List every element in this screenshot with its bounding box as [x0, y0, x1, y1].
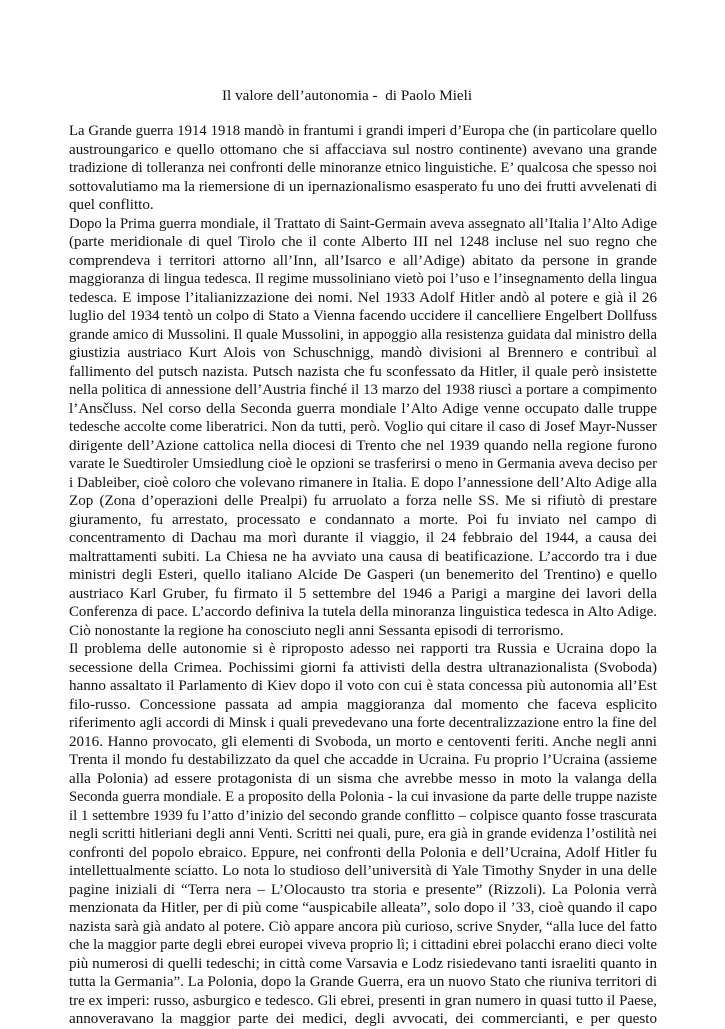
- text-line: riferimento agli accordi di Minsk i quali prevedevano una forte decentralizzazione entro la fine del: [69, 715, 657, 731]
- text-line: comprendeva i territori attorno all’Inn, all’Isarco e all’Adige) abitato da persone in grande: [69, 252, 657, 269]
- text-line: negli scritti hitleriani degli anni Venti. Scritti nei quali, pure, era già in grande evidenza l’ostilità nei: [69, 826, 657, 842]
- text-line: quel conflitto.: [69, 197, 154, 213]
- text-line: alla Polonia) ad essere protagonista di un sisma che avrebbe messo in moto la valanga della: [69, 770, 657, 787]
- text-line: che la maggior parte degli ebrei europei viveva proprio lì; i cittadini ebrei polacchi erano dieci volte: [69, 937, 657, 953]
- text-line: nella politica di annessione dell’Austria finché il 13 marzo del 1938 riuscì a portare a compimento: [69, 382, 657, 398]
- text-line: ministri degli Esteri, quello italiano Alcide De Gasperi (un benemerito del Trentino) e quello: [69, 567, 657, 583]
- text-line: intellettualmente sciatto. Lo nota lo studioso dell’università di Yale Timothy Snyder in una delle: [69, 863, 657, 879]
- text-line: grande amico di Mussolini. Il quale Mussolini, in appoggio alla resistenza guidata dal ministro della: [69, 326, 657, 343]
- text-line: concentramento di Dachau ma morì durante il viaggio, il 24 febbraio del 1944, a causa dei: [69, 530, 657, 546]
- text-line: austriaco Karl Gruber, fu firmato il 5 settembre del 1946 a Parigi a margine dei lavori della: [69, 585, 657, 602]
- text-line: secessione della Crimea. Pochissimi giorni fa attivisti della destra ultranazionalista (Svoboda): [69, 659, 657, 676]
- text-line: varate le Suedtiroler Umsiedlung cioè le opzioni se trasferirsi o meno in Germania aveva deciso per: [69, 456, 657, 472]
- text-line: Zop (Zona d’operazioni delle Prealpi) fu arruolato a forza nelle SS. Me si rifiutò di prestare: [69, 493, 657, 509]
- text-line: 2016. Hanno provocato, gli elementi di Svoboda, un morto e centoventi feriti. Anche negli anni: [69, 733, 657, 750]
- text-line: il 1 settembre 1939 fu l’atto d’inizio del secondo grande conflitto – colpisce quanto fosse trascurata: [69, 807, 657, 824]
- text-line: La Grande guerra 1914 1918 mandò in frantumi i grandi imperi d’Europa che (in particolare quello: [69, 123, 657, 139]
- text-line: tedesca. E impose l’italianizzazione dei nomi. Nel 1933 Adolf Hitler andò al potere e già il 26: [69, 289, 657, 306]
- text-line: menzionata da Hitler, per di più come “auspicabile alleata”, solo dopo il ’33, cioè quando il capo: [69, 900, 657, 916]
- text-line: tre ex imperi: russo, asburgico e tedesco. Gli ebrei, presenti in gran numero in quasi tutto il Paese,: [69, 992, 657, 1009]
- text-line: filo-russo. Concessione passata ad ampia maggioranza dal momento che faceva esplicito: [69, 696, 657, 713]
- text-line: Conferenza di pace. L’accordo definiva la tutela della minoranza linguistica tedesca in Alto Adige.: [69, 604, 657, 620]
- text-line: più numerosi di quelli tedeschi; in città come Varsavia e Lodz risiedevano tanti israeliti quanto in: [69, 955, 657, 972]
- document-title: Il valore dell’autonomia - di Paolo Mieli: [222, 87, 473, 104]
- text-line: confronti del popolo ebraico. Eppure, nei confronti della Polonia e dell’Ucraina, Adolf Hitler fu: [69, 844, 657, 861]
- text-line: Trenta il mondo fu destabilizzato da quel che accadde in Ucraina. Fu proprio l’Ucraina (assieme: [69, 752, 657, 768]
- text-line: giuramento, fu arrestato, processato e condannato a morte. Poi fu inviato nel campo di: [69, 511, 657, 528]
- text-line: maltrattamenti subiti. La Chiesa ne ha avviato una causa di beatificazione. L’accordo tra i due: [69, 548, 657, 565]
- document-body: [69, 122, 657, 1029]
- text-line: tedesche accolte come liberatrici. Non da tutti, però. Voglio qui citare il caso di Josef Mayr-Nusser: [69, 419, 657, 435]
- text-line: tradizione di tolleranza nei confronti delle minoranze etnico linguistiche. E’ qualcosa che spesso noi: [69, 160, 657, 176]
- text-line: Seconda guerra mondiale. E a proposito della Polonia - la cui invasione da parte delle truppe naziste: [69, 789, 657, 805]
- text-line: fallimento del putsch nazista. Putsch nazista che fu sconfessato da Hitler, il quale però insistette: [69, 363, 657, 380]
- text-line: luglio del 1934 tentò un colpo di Stato a Vienna facendo uccidere il cancelliere Engelbert Dollfuss: [69, 308, 657, 324]
- text-line: Il problema delle autonomie si è riproposto adesso nei rapporti tra Russia e Ucraina dopo la: [69, 641, 657, 657]
- text-line: annoveravano la maggior parte dei medici, degli avvocati, dei commercianti, e per questo: [69, 1011, 657, 1027]
- text-line: pagine iniziali di “Terra nera – L’Olocausto tra storia e presente” (Rizzoli). La Polonia verrà: [69, 881, 657, 898]
- text-line: hanno assaltato il Parlamento di Kiev dopo il voto con cui è stata concessa più autonomia all’Est: [69, 678, 657, 694]
- text-line: giustizia austriaco Kurt Alois von Schuschnigg, mandò divisioni al Brennero e contribuì al: [69, 345, 657, 361]
- text-line: l’Ansčluss. Nel corso della Seconda guerra mondiale l’Alto Adige venne occupato dalle truppe: [69, 400, 657, 417]
- text-line: maggioranza di lingua tedesca. Il regime mussoliniano vietò poi l’uso e l’insegnamento della lingua: [69, 271, 657, 287]
- text-line: nazista sarà già andato al potere. Ciò appare ancora più curioso, scrive Snyder, “alla luce del fatto: [69, 918, 657, 935]
- text-line: sottovalutiamo ma la riemersione di un ipernazionalismo esasperato fu uno dei frutti avvelenati di: [69, 178, 657, 195]
- text-line: dirigente dell’Azione cattolica nella diocesi di Trento che nel 1939 quando nella regione furono: [69, 437, 657, 454]
- text-line: i Dableiber, cioè coloro che volevano rimanere in Italia. E dopo l’annessione dell’Alto Adige alla: [69, 474, 657, 491]
- text-line: Dopo la Prima guerra mondiale, il Trattato di Saint-Germain aveva assegnato all’Italia l’Alto Adige: [69, 215, 657, 232]
- text-line: tutta la Germania”. La Polonia, dopo la Grande Guerra, era un nuovo Stato che riuniva territori di: [69, 974, 657, 990]
- text-line: austroungarico e quello ottomano che si affacciava sul nostro continente) avevano una grande: [69, 141, 657, 158]
- text-line: Ciò nonostante la regione ha conosciuto negli anni Sessanta episodi di terrorismo.: [69, 622, 564, 639]
- text-line: (parte meridionale di quel Tirolo che il conte Alberto III nel 1248 incluse nel suo regno che: [69, 234, 657, 250]
